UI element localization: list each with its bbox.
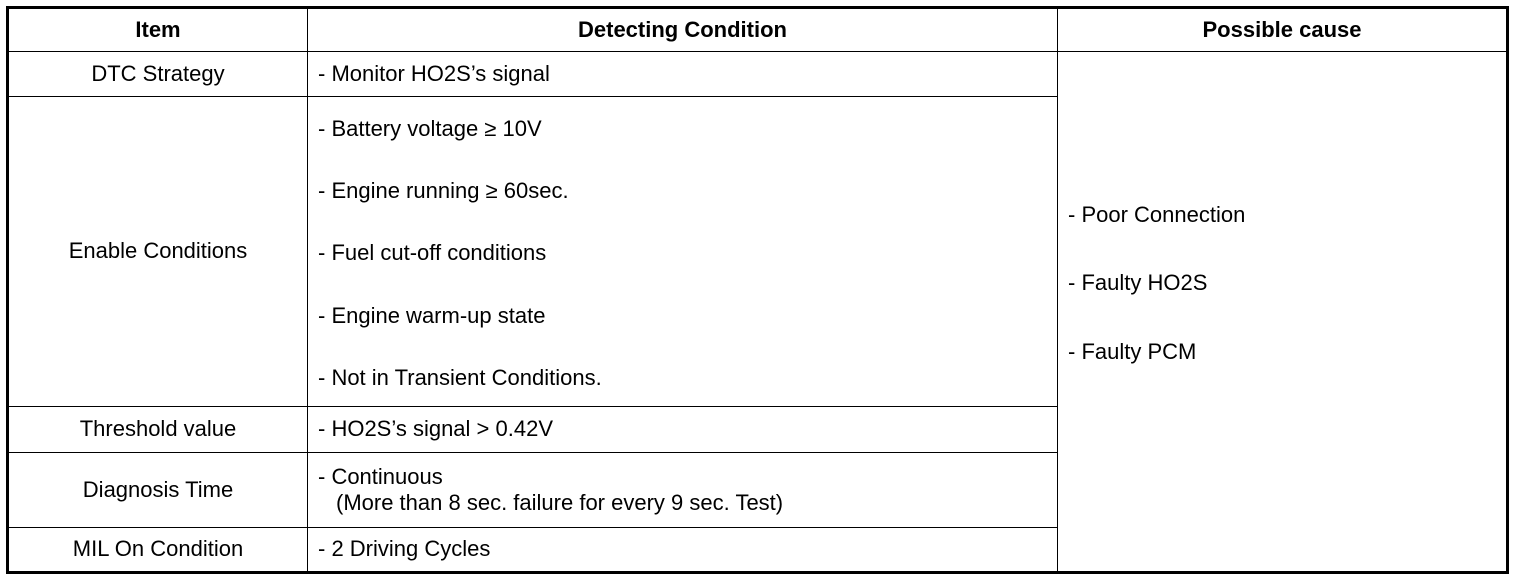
condition-cell	[308, 528, 1058, 573]
condition-cell	[308, 453, 1058, 528]
header-detecting-condition: Detecting Condition	[308, 8, 1058, 52]
condition-line: - Continuous	[318, 463, 443, 489]
condition-list	[318, 110, 1057, 394]
item-dtc-strategy: DTC Strategy	[8, 52, 308, 97]
condition-line: - 2 Driving Cycles	[318, 536, 491, 562]
condition-line: - Engine warm-up state	[318, 302, 546, 328]
header-possible-cause: Possible cause	[1058, 8, 1508, 52]
table-row	[8, 52, 1508, 97]
header-row	[8, 8, 1508, 52]
possible-cause-item: - Poor Connection	[1068, 201, 1246, 227]
condition-line: - Battery voltage ≥ 10V	[318, 115, 542, 141]
possible-cause-item: - Faulty PCM	[1068, 338, 1197, 364]
possible-cause-item: - Faulty HO2S	[1068, 270, 1208, 296]
condition-cell	[308, 52, 1058, 97]
condition-cell	[308, 97, 1058, 407]
possible-cause-cell	[1058, 52, 1508, 573]
item-mil-on-condition: MIL On Condition	[8, 528, 308, 573]
header-item: Item	[8, 8, 308, 52]
condition-line: - Not in Transient Conditions.	[318, 365, 602, 391]
condition-line: - Engine running ≥ 60sec.	[318, 177, 569, 203]
possible-cause-list	[1068, 202, 1506, 421]
item-threshold-value: Threshold value	[8, 407, 308, 453]
dtc-table	[6, 6, 1509, 574]
condition-line: - Fuel cut-off conditions	[318, 240, 547, 266]
condition-line: - Monitor HO2S’s signal	[318, 60, 550, 86]
item-diagnosis-time: Diagnosis Time	[8, 453, 308, 528]
condition-cell	[308, 407, 1058, 453]
item-enable-conditions: Enable Conditions	[8, 97, 308, 407]
condition-line: - HO2S’s signal > 0.42V	[318, 416, 553, 442]
condition-line: (More than 8 sec. failure for every 9 sec. Test)	[336, 490, 784, 515]
